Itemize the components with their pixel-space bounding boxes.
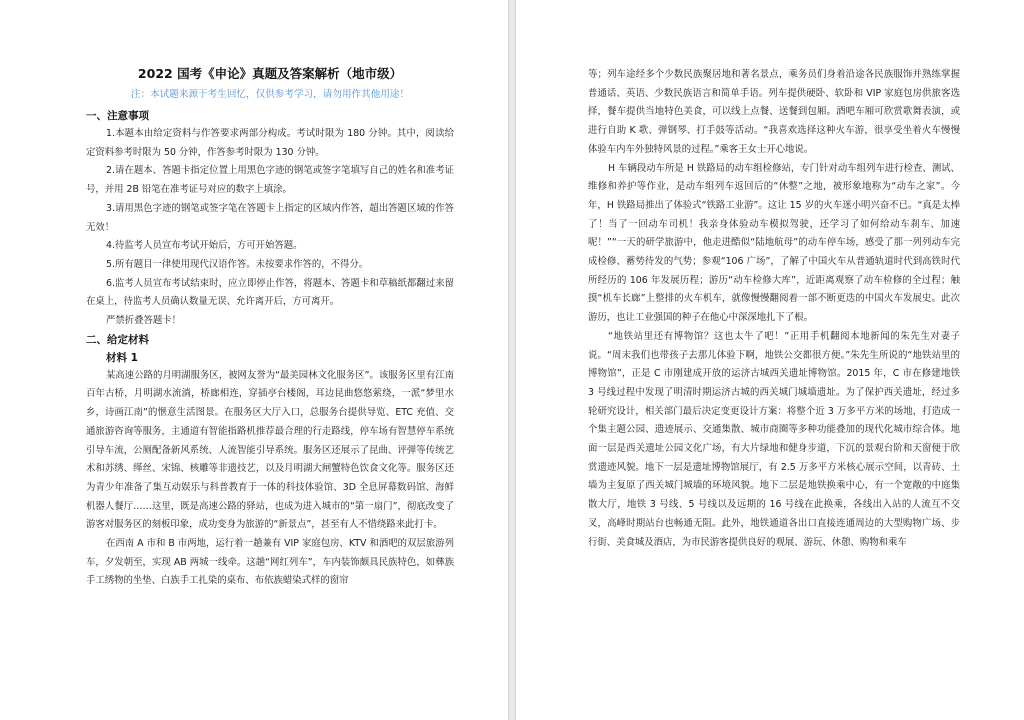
notice-item-6: 6.监考人员宣布考试结束时，应立即停止作答，将题本、答题卡和草稿纸都翻过来留在桌上，待监考人员确认数量无误、允许离开后，方可离开。 <box>86 277 454 308</box>
page-right-content <box>588 66 960 552</box>
section-heading-notes: 一、注意事项 <box>86 110 149 122</box>
document-title: 2022 国考《申论》真题及答案解析（地市级） <box>137 66 403 81</box>
page-left <box>0 0 508 720</box>
section-heading-materials: 二、给定材料 <box>86 333 149 346</box>
source-note: 注：本试题来源于考生回忆，仅供参考学习，请勿用作其他用途！ <box>130 89 410 100</box>
notice-item-1: 1.本题本由给定资料与作答要求两部分构成。考试时限为 180 分钟。其中，阅读给定资料参考时限为 50 分钟，作答参考时限为 130 分钟。 <box>86 128 454 158</box>
notice-item-2: 2.请在题本、答题卡指定位置上用黑色字迹的钢笔或签字笔填写自己的姓名和准考证号，并用 2B 铅笔在准考证号对应的数字上填涂。 <box>86 165 454 196</box>
material-paragraph-2: 在西南 A 市和 B 市两地，运行着一趟兼有 VIP 家庭包房、KTV 和酒吧的双层旅游列车，夕发朝至，实现 AB 两城一线牵。这趟“网红列车”，车内装饰颇具民族特色，如彝族手工绣物的坐垫、白族手工扎染的桌布、布依族蜡染式样的窗帘 <box>86 538 454 587</box>
notice-item-3: 3.请用黑色字迹的钢笔或签字笔在答题卡上指定的区域内作答，超出答题区域的作答无效！ <box>86 202 454 233</box>
notice-item-4: 4.待监考人员宣布考试开始后，方可开始答题。 <box>106 240 303 252</box>
material-paragraph-4: H 车辆段动车所是 H 铁路局的动车组检修站，专门针对动车组列车进行检查、测试、维修和养护等作业，是动车组列车返回后的“休整”之地，被形象地称为“动车之家”。今年，H 铁路局推出了体验式“铁路工业游”。这让 15 岁的火车迷小明兴奋不已。“真是太棒了！当了一回动车司机！我亲身体验动车模拟驾驶，还学习了如何给动车刹车、加速呢！”“一天的研学旅游中，他走进酷似“陆地航母”的动车停车场，感受了那一列列动车完成检修、蓄势待发的气势；参观“106 广场”，了解了中国火车从普通轨道时代到高铁时代所经历的 106 年发展历程；游历“动车检修大库”，近距离观察了动车检修的全过程；触摸“机车长廊”上整排的火车机车，就像慢慢翻阅着一部不断更迭的中国火车发展史。此次游历，也让工业强国的种子在他心中深深地扎下了根。 <box>588 162 960 324</box>
material-paragraph-5: “地铁站里还有博物馆？这也太牛了吧！”正用手机翻阅本地新闻的朱先生对妻子说。“周末我们也带孩子去那儿体验下啊，地铁公交都很方便。”朱先生所说的“地铁站里的博物馆”，正是 C 市刚建成开放的运济古城西关遗址博物馆。2015 年，C 市在修建地铁 3 号线过程中发现了明清时期运济古城的西关城门城墙遗址。为了保护西关遗址，经过多轮研究设计，相关部门最后决定变更设计方案：将整个近 3 万多平方米的场地，打造成一个集主题公园、遗迹展示、交通集散、城市商圈等多种功能叠加的现代化城市综合体。地面一层是西关遗址公园文化广场，有大片绿地和健身步道，下沉的景观台阶和天窗便于欣赏遗迹风貌。地下一层是遗址博物馆展厅，有 2.5 万多平方米核心展示空间，以青砖、土墙为主复原了西关城门城墙的环境风貌。地下二层是地铁换乘中心，有一个宽敞的中庭集散大厅，地铁 3 号线、5 号线以及远期的 16 号线在此换乘，各线出入站的人流互不交叉，高峰时期站台也畅通无阻。此外，地铁通道各出口直接连通周边的大型购物广场、步行街、美食城及酒店，为市民游客提供良好的观展、游玩、休憩、购物和乘车 <box>588 330 960 548</box>
notice-warning: 严禁折叠答题卡！ <box>106 315 182 327</box>
page-right <box>516 0 1024 720</box>
material-paragraph-3: 等；列车途经多个少数民族聚居地和著名景点，乘务员们身着沿途各民族服饰并熟练掌握普通话、英语、少数民族语言和简单手语。列车提供硬卧、软卧和 VIP 家庭包房供旅客选择，餐车提供当地特色美食，可以线上点餐、送餐到包厢。酒吧车厢可欣赏歌舞表演，或进行自助 K 歌、弹钢琴、打手鼓等活动。“我喜欢选择这种火车游，很享受坐着火车慢慢体验车内车外独特风景的过程。”乘客王女士开心地说。 <box>588 69 960 155</box>
notice-item-5: 5.所有题目一律使用现代汉语作答。未按要求作答的，不得分。 <box>106 258 369 270</box>
material-paragraph-1: 某高速公路的月明湖服务区，被网友誉为“最美园林文化服务区”。该服务区里有江南百年古桥，月明湖水流淌，桥廊相连，穿插亭台楼阁，耳边昆曲悠悠萦绕，一派“梦里水乡，诗画江南”的惬意生活图景。在服务区大厅入口，总服务台提供导览、ETC 充值、交通旅游咨询等服务，主通道有智能指路机推荐最合理的行走路线，停车场有智慧停车系统引导车流，公厕配备新风系统、人流智能引导系统。服务区还展示了昆曲、评弹等传统艺术和苏绣、缂丝、宋锦、核雕等非遗技艺，以及月明湖大闸蟹特色饮食文化等。服务区还为青少年准备了集互动娱乐与科普教育于一体的科技体验馆、3D 全息屏幕数码馆、海鲜机器人餐厅……这里，既是高速公路的驿站，也成为进入城市的“第一扇门”，彻底改变了游客对服务区的刻板印象，成功变身为旅游的“新景点”，甚至有人不惜绕路来此打卡。 <box>86 369 454 531</box>
page-left-content <box>86 66 454 591</box>
material-heading: 材料 1 <box>106 351 138 364</box>
